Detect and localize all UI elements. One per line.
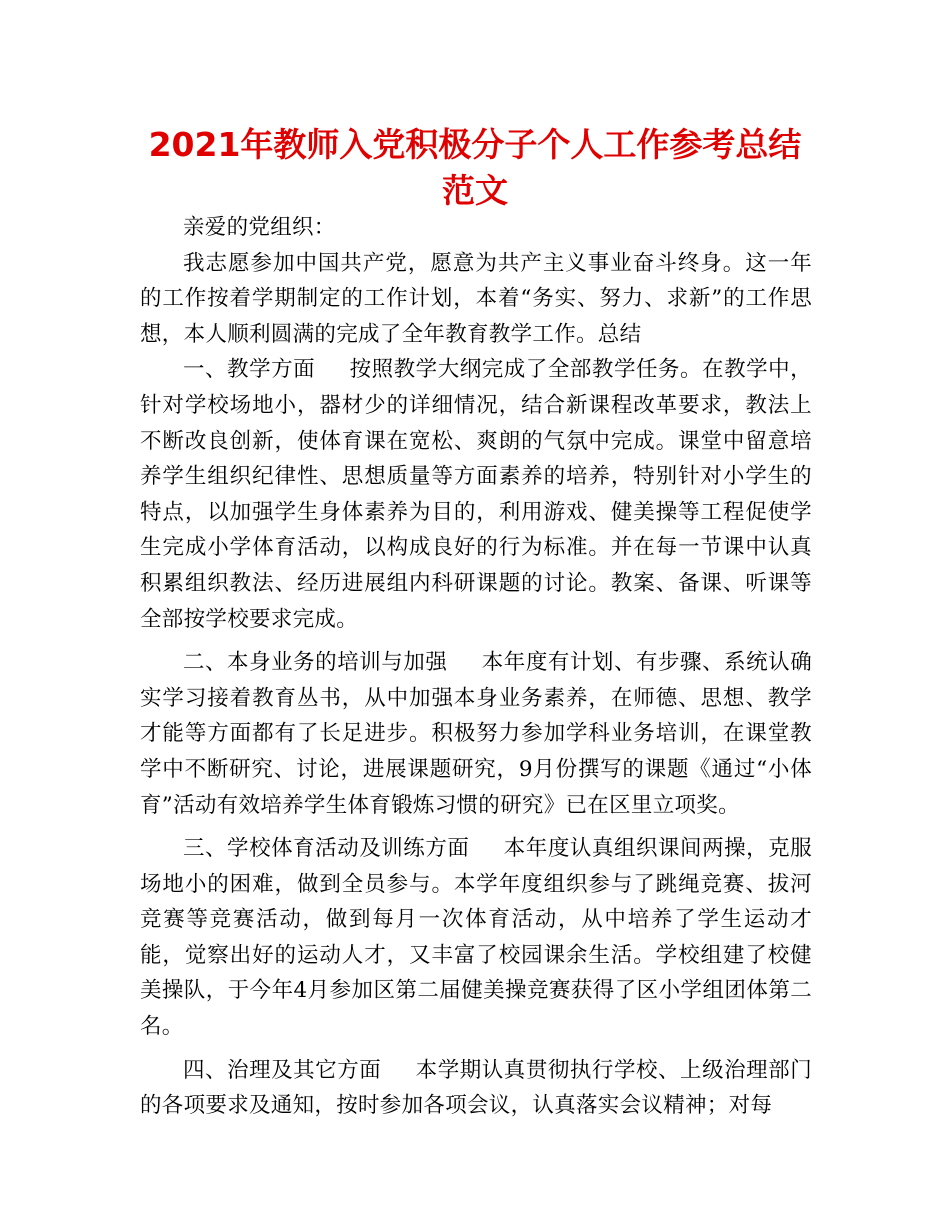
section-management [140, 1053, 812, 1124]
section-text: 本学期认真贯彻执行学校、上级治理部门的各项要求及通知，按时参加各项会议，认真落实会议精神；对每 [140, 1057, 812, 1119]
intro-paragraph: 我志愿参加中国共产党，愿意为共产主义事业奋斗终身。这一年的工作按着学期制定的工作计划，本着“务实、努力、求新”的工作思想，本人顺利圆满的完成了全年教育教学工作。总结 [140, 250, 812, 347]
document-title: 2021年教师入党积极分子个人工作参考总结范文 [148, 125, 802, 210]
section-heading: 四、治理及其它方面 [183, 1057, 382, 1083]
section-heading: 一、教学方面 [183, 357, 316, 383]
section-sports-activities [140, 831, 812, 1045]
section-teaching [140, 352, 812, 637]
section-professional-training [140, 645, 812, 823]
section-heading: 二、本身业务的培训与加强 [183, 650, 448, 676]
section-text: 按照教学大纲完成了全部教学任务。在教学中，针对学校场地小，器材少的详细情况，结合新课程改革要求，教法上不断改良创新，使体育课在宽松、爽朗的气氛中完成。课堂中留意培养学生组织纪律性、思想质量等方面素养的培养，特别针对小学生的特点，以加强学生身体素养为目的，利用游戏、健美操等工程促使学生完成小学体育活动，以构成良好的行为标准。并在每一节课中认真积累组织教法、经历进展组内科研课题的讨论。教案、备课、听课等全部按学校要求完成。 [140, 357, 812, 632]
document-body [140, 210, 812, 1124]
salutation: 亲爱的党组织： [183, 215, 336, 240]
section-text: 本年度有计划、有步骤、系统认确实学习接着教育丛书，从中加强本身业务素养，在师德、思想、教学才能等方面都有了长足进步。积极努力参加学科业务培训，在课堂教学中不断研究、讨论，进展课题研究，9月份撰写的课题《通过“小体育”活动有效培养学生体育锻炼习惯的研究》已在区里立项奖。 [140, 650, 812, 818]
section-text: 本年度认真组织课间两操，克服场地小的困难，做到全员参与。本学年度组织参与了跳绳竞赛、拔河竞赛等竞赛活动，做到每月一次体育活动，从中培养了学生运动才能，觉察出好的运动人才，又丰富了校园课余生活。学校组建了校健美操队，于今年4月参加区第二届健美操竞赛获得了区小学组团体第二名。 [140, 836, 812, 1040]
section-heading: 三、学校体育活动及训练方面 [183, 836, 470, 862]
